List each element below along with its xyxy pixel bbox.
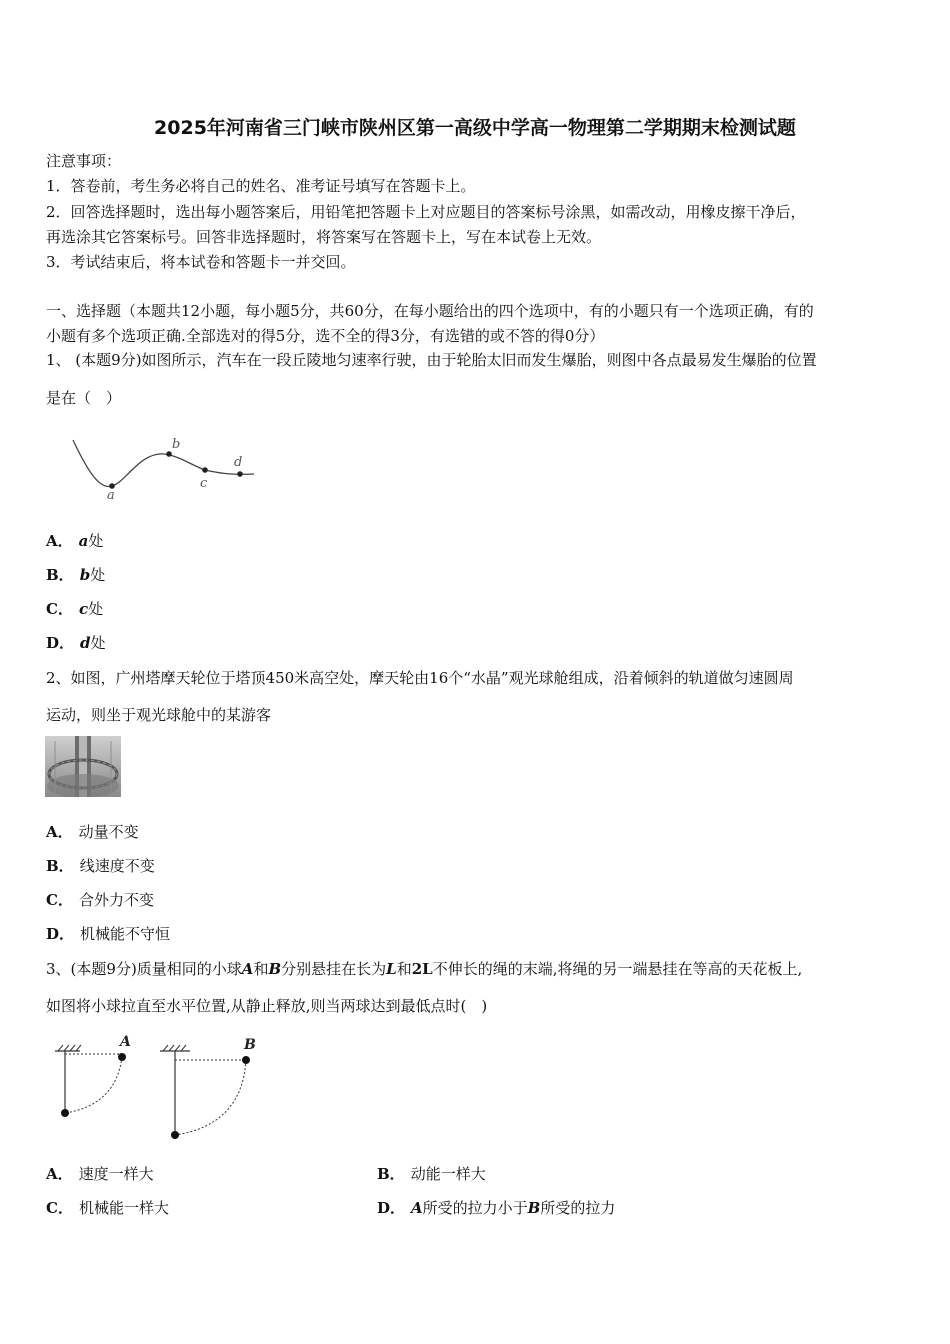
q1-hill-road-figure <box>68 432 258 504</box>
q1-point-d <box>237 471 243 477</box>
q1-option-a[interactable]: A． a处 <box>46 532 104 550</box>
q3-stem-line1: 3、(本题9分)质量相同的小球A和B分别悬挂在长为L和2L不伸长的绳的末端,将绳的另一端悬挂在等高的天花板上, <box>46 960 803 978</box>
q1-stem-line2: 是在（ ） <box>46 389 122 407</box>
q3-option-c[interactable]: C． 机械能一样大 <box>46 1199 169 1217</box>
section-instructions-line1: 一、选择题（本题共12小题，每小题5分，共60分，在每小题给出的四个选项中，有的小题只有一个选项正确，有的 <box>46 302 814 320</box>
q3-pendulum-figure <box>50 1033 270 1143</box>
notice-item-3: 3．考试结束后，将本试卷和答题卡一并交回。 <box>46 253 356 271</box>
q3-ball-a-bottom <box>61 1109 69 1117</box>
q3-option-b[interactable]: B． 动能一样大 <box>377 1165 486 1183</box>
section-instructions-line2: 小题有多个选项正确.全部选对的得5分，选不全的得3分，有选错的或不答的得0分） <box>46 327 605 345</box>
q2-option-a[interactable]: A． 动量不变 <box>46 823 139 841</box>
q3-stem-line2: 如图将小球拉直至水平位置,从静止释放,则当两球达到最低点时( ) <box>46 997 488 1015</box>
q2-canton-tower-photo <box>45 736 121 797</box>
q2-option-c[interactable]: C． 合外力不变 <box>46 891 154 909</box>
q2-stem-line1: 2、如图，广州塔摩天轮位于塔顶450米高空处，摩天轮由16个“水晶”观光球舱组成，沿着倾斜的轨道做匀速圆周 <box>46 669 794 687</box>
q3-ball-b-bottom <box>171 1131 179 1139</box>
q2-option-d[interactable]: D． 机械能不守恒 <box>46 925 171 943</box>
notice-item-2: 2．回答选择题时，选出每小题答案后，用铅笔把答题卡上对应题目的答案标号涂黑，如需改动，用橡皮擦干净后， <box>46 203 806 221</box>
page-title: 2025年河南省三门峡市陕州区第一高级中学高一物理第二学期期末检测试题 <box>154 117 796 139</box>
q3-label-b: B <box>244 1037 256 1053</box>
q1-point-c <box>202 467 208 473</box>
notice-heading: 注意事项： <box>46 152 122 170</box>
q3-label-a: A <box>120 1034 131 1050</box>
q3-ball-a-start <box>118 1053 126 1061</box>
q3-option-d[interactable]: D． A所受的拉力小于B所受的拉力 <box>377 1199 616 1217</box>
q1-option-c[interactable]: C． c处 <box>46 600 104 618</box>
q2-option-b[interactable]: B． 线速度不变 <box>46 857 155 875</box>
q3-ball-b-start <box>242 1056 250 1064</box>
q1-option-b[interactable]: B． b处 <box>46 566 106 584</box>
notice-item-1: 1．答卷前，考生务必将自己的姓名、准考证号填写在答题卡上。 <box>46 177 476 195</box>
q1-point-b <box>166 451 172 457</box>
q1-label-a: a <box>107 488 115 503</box>
q2-stem-line2: 运动，则坐于观光球舱中的某游客 <box>46 706 272 724</box>
q1-label-d: d <box>234 455 243 470</box>
q1-label-c: c <box>200 476 208 491</box>
notice-item-2-cont: 再选涂其它答案标号。回答非选择题时，将答案写在答题卡上，写在本试卷上无效。 <box>46 228 602 246</box>
q3-option-a[interactable]: A． 速度一样大 <box>46 1165 154 1183</box>
q1-option-d[interactable]: D． d处 <box>46 634 106 652</box>
q1-stem-line1: 1、 (本题9分)如图所示，汽车在一段丘陵地匀速率行驶，由于轮胎太旧而发生爆胎，则图中各点最易发生爆胎的位置 <box>46 351 817 369</box>
q1-label-b: b <box>172 437 181 452</box>
